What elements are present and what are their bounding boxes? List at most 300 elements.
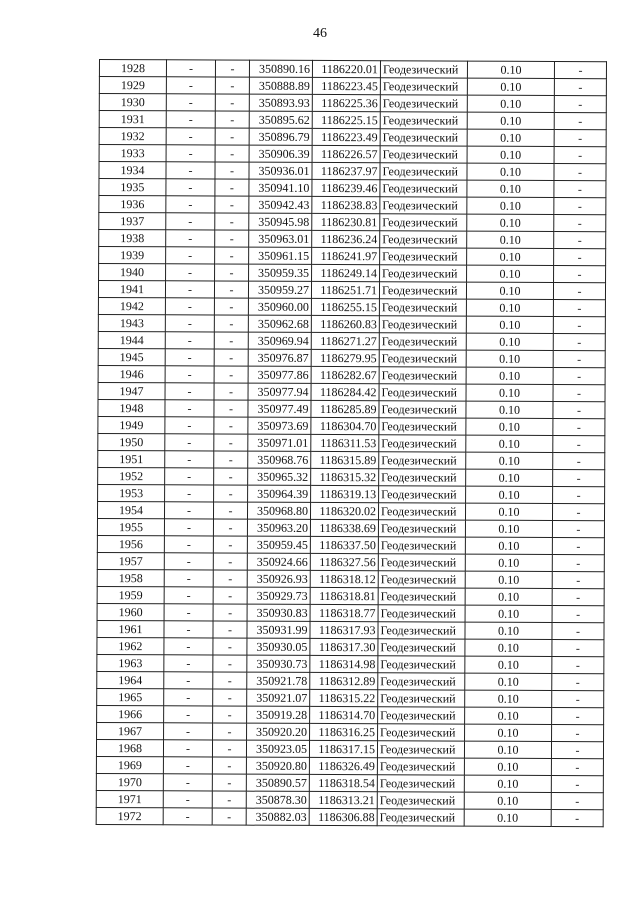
x-coordinate-cell: 350942.43 bbox=[249, 196, 312, 213]
method-cell: Геодезический bbox=[378, 571, 465, 588]
note-cell: - bbox=[551, 775, 603, 792]
y-coordinate-cell: 1186226.57 bbox=[312, 145, 380, 162]
table-row bbox=[99, 77, 606, 96]
empty-y-cell: - bbox=[213, 638, 247, 655]
empty-x-cell: - bbox=[164, 553, 213, 570]
table-row bbox=[99, 128, 606, 147]
accuracy-cell: 0.10 bbox=[466, 282, 553, 299]
point-number-cell: 1953 bbox=[98, 484, 165, 501]
note-cell: - bbox=[552, 520, 604, 537]
empty-y-cell: - bbox=[212, 791, 246, 808]
accuracy-cell: 0.10 bbox=[467, 163, 554, 180]
x-coordinate-cell: 350920.80 bbox=[246, 757, 309, 774]
y-coordinate-cell: 1186314.98 bbox=[310, 655, 378, 672]
point-number-cell: 1971 bbox=[96, 790, 163, 807]
empty-x-cell: - bbox=[164, 689, 213, 706]
point-number-cell: 1936 bbox=[99, 196, 166, 213]
accuracy-cell: 0.10 bbox=[467, 197, 554, 214]
x-coordinate-cell: 350968.76 bbox=[248, 451, 311, 468]
method-cell: Геодезический bbox=[379, 333, 466, 350]
y-coordinate-cell: 1186317.30 bbox=[310, 638, 378, 655]
empty-y-cell: - bbox=[213, 519, 247, 536]
empty-y-cell: - bbox=[214, 451, 248, 468]
y-coordinate-cell: 1186238.83 bbox=[312, 196, 380, 213]
empty-y-cell: - bbox=[215, 213, 249, 230]
table-row bbox=[96, 773, 603, 792]
empty-y-cell: - bbox=[215, 77, 249, 94]
accuracy-cell: 0.10 bbox=[465, 622, 552, 639]
point-number-cell: 1946 bbox=[98, 365, 165, 382]
empty-x-cell: - bbox=[164, 570, 213, 587]
accuracy-cell: 0.10 bbox=[466, 333, 553, 350]
point-number-cell: 1942 bbox=[98, 297, 165, 314]
table-row bbox=[97, 688, 604, 707]
method-cell: Геодезический bbox=[380, 214, 467, 231]
note-cell: - bbox=[554, 78, 606, 95]
empty-x-cell: - bbox=[164, 519, 213, 536]
x-coordinate-cell: 350977.86 bbox=[248, 366, 311, 383]
empty-y-cell: - bbox=[214, 281, 248, 298]
y-coordinate-cell: 1186318.77 bbox=[310, 604, 378, 621]
table-row bbox=[97, 705, 604, 724]
note-cell: - bbox=[551, 809, 603, 826]
x-coordinate-cell: 350961.15 bbox=[249, 247, 312, 264]
empty-x-cell: - bbox=[165, 434, 214, 451]
accuracy-cell: 0.10 bbox=[467, 146, 554, 163]
empty-y-cell: - bbox=[214, 400, 248, 417]
note-cell: - bbox=[553, 469, 605, 486]
y-coordinate-cell: 1186225.36 bbox=[312, 94, 380, 111]
point-number-cell: 1943 bbox=[98, 314, 165, 331]
empty-x-cell: - bbox=[165, 451, 214, 468]
table-row bbox=[97, 535, 604, 554]
empty-y-cell: - bbox=[213, 536, 247, 553]
method-cell: Геодезический bbox=[379, 435, 466, 452]
empty-y-cell: - bbox=[214, 468, 248, 485]
x-coordinate-cell: 350962.68 bbox=[248, 315, 311, 332]
point-number-cell: 1949 bbox=[98, 416, 165, 433]
note-cell: - bbox=[554, 61, 606, 78]
x-coordinate-cell: 350924.66 bbox=[247, 553, 310, 570]
accuracy-cell: 0.10 bbox=[466, 452, 553, 469]
point-number-cell: 1967 bbox=[97, 722, 164, 739]
accuracy-cell: 0.10 bbox=[467, 214, 554, 231]
y-coordinate-cell: 1186313.21 bbox=[309, 791, 377, 808]
note-cell: - bbox=[551, 741, 603, 758]
point-number-cell: 1968 bbox=[96, 739, 163, 756]
x-coordinate-cell: 350893.93 bbox=[249, 94, 312, 111]
method-cell: Геодезический bbox=[380, 231, 467, 248]
point-number-cell: 1931 bbox=[99, 111, 166, 128]
note-cell: - bbox=[552, 537, 604, 554]
note-cell: - bbox=[551, 792, 603, 809]
method-cell: Геодезический bbox=[379, 401, 466, 418]
empty-x-cell: - bbox=[164, 604, 213, 621]
empty-x-cell: - bbox=[164, 638, 213, 655]
y-coordinate-cell: 1186225.15 bbox=[312, 111, 380, 128]
note-cell: - bbox=[552, 656, 604, 673]
table-row bbox=[98, 467, 605, 486]
method-cell: Геодезический bbox=[380, 129, 467, 146]
method-cell: Геодезический bbox=[378, 639, 465, 656]
y-coordinate-cell: 1186318.54 bbox=[309, 774, 377, 791]
empty-y-cell: - bbox=[214, 298, 248, 315]
empty-y-cell: - bbox=[212, 808, 246, 825]
table-row bbox=[99, 162, 606, 181]
empty-x-cell: - bbox=[164, 672, 213, 689]
accuracy-cell: 0.10 bbox=[465, 537, 552, 554]
empty-y-cell: - bbox=[215, 179, 249, 196]
point-number-cell: 1945 bbox=[98, 348, 165, 365]
note-cell: - bbox=[553, 401, 605, 418]
empty-y-cell: - bbox=[213, 706, 247, 723]
empty-x-cell: - bbox=[166, 264, 215, 281]
method-cell: Геодезический bbox=[379, 316, 466, 333]
x-coordinate-cell: 350929.73 bbox=[247, 587, 310, 604]
point-number-cell: 1958 bbox=[97, 569, 164, 586]
method-cell: Геодезический bbox=[378, 520, 465, 537]
method-cell: Геодезический bbox=[380, 163, 467, 180]
empty-x-cell: - bbox=[166, 60, 215, 77]
table-row bbox=[99, 94, 606, 113]
empty-y-cell: - bbox=[212, 740, 246, 757]
empty-y-cell: - bbox=[215, 264, 249, 281]
x-coordinate-cell: 350921.78 bbox=[247, 672, 310, 689]
point-number-cell: 1930 bbox=[99, 94, 166, 111]
empty-x-cell: - bbox=[166, 162, 215, 179]
table-row bbox=[99, 230, 606, 249]
point-number-cell: 1950 bbox=[98, 433, 165, 450]
table-row bbox=[97, 722, 604, 741]
note-cell: - bbox=[553, 435, 605, 452]
accuracy-cell: 0.10 bbox=[467, 112, 554, 129]
x-coordinate-cell: 350906.39 bbox=[249, 145, 312, 162]
note-cell: - bbox=[552, 571, 604, 588]
empty-y-cell: - bbox=[215, 162, 249, 179]
method-cell: Геодезический bbox=[377, 809, 464, 826]
table-row bbox=[98, 281, 605, 300]
note-cell: - bbox=[552, 554, 604, 571]
accuracy-cell: 0.10 bbox=[464, 809, 551, 826]
accuracy-cell: 0.10 bbox=[465, 673, 552, 690]
method-cell: Геодезический bbox=[377, 792, 464, 809]
point-number-cell: 1966 bbox=[97, 705, 164, 722]
y-coordinate-cell: 1186249.14 bbox=[312, 264, 380, 281]
point-number-cell: 1959 bbox=[97, 586, 164, 603]
table-row bbox=[96, 739, 603, 758]
note-cell: - bbox=[553, 350, 605, 367]
empty-x-cell: - bbox=[163, 774, 212, 791]
y-coordinate-cell: 1186284.42 bbox=[311, 383, 379, 400]
y-coordinate-cell: 1186315.32 bbox=[311, 468, 379, 485]
point-number-cell: 1934 bbox=[99, 162, 166, 179]
method-cell: Геодезический bbox=[380, 265, 467, 282]
empty-x-cell: - bbox=[165, 298, 214, 315]
empty-x-cell: - bbox=[165, 400, 214, 417]
point-number-cell: 1928 bbox=[99, 60, 166, 77]
empty-x-cell: - bbox=[165, 366, 214, 383]
y-coordinate-cell: 1186241.97 bbox=[312, 247, 380, 264]
accuracy-cell: 0.10 bbox=[465, 554, 552, 571]
x-coordinate-cell: 350882.03 bbox=[246, 808, 309, 825]
empty-y-cell: - bbox=[213, 723, 247, 740]
x-coordinate-cell: 350931.99 bbox=[247, 621, 310, 638]
x-coordinate-cell: 350878.30 bbox=[246, 791, 309, 808]
accuracy-cell: 0.10 bbox=[465, 605, 552, 622]
x-coordinate-cell: 350976.87 bbox=[248, 349, 311, 366]
table-row bbox=[97, 603, 604, 622]
note-cell: - bbox=[554, 248, 606, 265]
x-coordinate-cell: 350959.27 bbox=[248, 281, 311, 298]
accuracy-cell: 0.10 bbox=[464, 758, 551, 775]
x-coordinate-cell: 350945.98 bbox=[249, 213, 312, 230]
table-row bbox=[98, 399, 605, 418]
x-coordinate-cell: 350960.00 bbox=[248, 298, 311, 315]
method-cell: Геодезический bbox=[378, 588, 465, 605]
note-cell: - bbox=[552, 622, 604, 639]
coordinates-table bbox=[96, 59, 607, 827]
note-cell: - bbox=[554, 95, 606, 112]
empty-x-cell: - bbox=[165, 315, 214, 332]
x-coordinate-cell: 350926.93 bbox=[247, 570, 310, 587]
x-coordinate-cell: 350959.45 bbox=[247, 536, 310, 553]
y-coordinate-cell: 1186223.49 bbox=[312, 128, 380, 145]
x-coordinate-cell: 350923.05 bbox=[246, 740, 309, 757]
point-number-cell: 1963 bbox=[97, 654, 164, 671]
empty-x-cell: - bbox=[164, 655, 213, 672]
x-coordinate-cell: 350973.69 bbox=[248, 417, 311, 434]
empty-x-cell: - bbox=[164, 706, 213, 723]
empty-y-cell: - bbox=[212, 757, 246, 774]
accuracy-cell: 0.10 bbox=[465, 520, 552, 537]
empty-y-cell: - bbox=[214, 366, 248, 383]
y-coordinate-cell: 1186316.25 bbox=[310, 723, 378, 740]
table-row bbox=[99, 196, 606, 215]
accuracy-cell: 0.10 bbox=[465, 690, 552, 707]
note-cell: - bbox=[553, 282, 605, 299]
empty-x-cell: - bbox=[163, 757, 212, 774]
note-cell: - bbox=[553, 367, 605, 384]
empty-x-cell: - bbox=[165, 349, 214, 366]
empty-x-cell: - bbox=[165, 281, 214, 298]
x-coordinate-cell: 350919.28 bbox=[247, 706, 310, 723]
point-number-cell: 1956 bbox=[97, 535, 164, 552]
note-cell: - bbox=[552, 639, 604, 656]
table-row bbox=[99, 179, 606, 198]
empty-y-cell: - bbox=[215, 196, 249, 213]
accuracy-cell: 0.10 bbox=[467, 180, 554, 197]
table-row bbox=[97, 671, 604, 690]
empty-y-cell: - bbox=[214, 434, 248, 451]
y-coordinate-cell: 1186318.12 bbox=[310, 570, 378, 587]
note-cell: - bbox=[554, 265, 606, 282]
accuracy-cell: 0.10 bbox=[465, 588, 552, 605]
point-number-cell: 1948 bbox=[98, 399, 165, 416]
method-cell: Геодезический bbox=[379, 350, 466, 367]
empty-y-cell: - bbox=[215, 247, 249, 264]
x-coordinate-cell: 350963.20 bbox=[247, 519, 310, 536]
table-row bbox=[98, 331, 605, 350]
empty-x-cell: - bbox=[165, 383, 214, 400]
method-cell: Геодезический bbox=[380, 197, 467, 214]
accuracy-cell: 0.10 bbox=[466, 299, 553, 316]
empty-y-cell: - bbox=[215, 111, 249, 128]
note-cell: - bbox=[552, 588, 604, 605]
y-coordinate-cell: 1186255.15 bbox=[311, 298, 379, 315]
table-row bbox=[97, 637, 604, 656]
method-cell: Геодезический bbox=[378, 622, 465, 639]
method-cell: Геодезический bbox=[378, 673, 465, 690]
y-coordinate-cell: 1186220.01 bbox=[312, 60, 380, 77]
accuracy-cell: 0.10 bbox=[465, 571, 552, 588]
method-cell: Геодезический bbox=[380, 61, 467, 78]
method-cell: Геодезический bbox=[378, 656, 465, 673]
method-cell: Геодезический bbox=[378, 554, 465, 571]
accuracy-cell: 0.10 bbox=[465, 656, 552, 673]
method-cell: Геодезический bbox=[378, 537, 465, 554]
x-coordinate-cell: 350895.62 bbox=[249, 111, 312, 128]
empty-y-cell: - bbox=[213, 689, 247, 706]
x-coordinate-cell: 350921.07 bbox=[247, 689, 310, 706]
table-row bbox=[96, 807, 603, 826]
empty-y-cell: - bbox=[215, 145, 249, 162]
empty-x-cell: - bbox=[166, 179, 215, 196]
note-cell: - bbox=[554, 231, 606, 248]
table-row bbox=[97, 501, 604, 520]
point-number-cell: 1929 bbox=[99, 77, 166, 94]
point-number-cell: 1932 bbox=[99, 128, 166, 145]
empty-x-cell: - bbox=[164, 621, 213, 638]
empty-x-cell: - bbox=[163, 740, 212, 757]
table-row bbox=[98, 484, 605, 503]
y-coordinate-cell: 1186282.67 bbox=[311, 366, 379, 383]
table-row bbox=[97, 552, 604, 571]
note-cell: - bbox=[554, 146, 606, 163]
table-row bbox=[97, 654, 604, 673]
point-number-cell: 1969 bbox=[96, 756, 163, 773]
x-coordinate-cell: 350964.39 bbox=[248, 485, 311, 502]
y-coordinate-cell: 1186317.15 bbox=[309, 740, 377, 757]
note-cell: - bbox=[552, 605, 604, 622]
method-cell: Геодезический bbox=[380, 95, 467, 112]
x-coordinate-cell: 350930.73 bbox=[247, 655, 310, 672]
y-coordinate-cell: 1186237.97 bbox=[312, 162, 380, 179]
method-cell: Геодезический bbox=[377, 741, 464, 758]
empty-y-cell: - bbox=[213, 672, 247, 689]
x-coordinate-cell: 350968.80 bbox=[247, 502, 310, 519]
table-row bbox=[97, 586, 604, 605]
table-row bbox=[99, 264, 606, 283]
point-number-cell: 1940 bbox=[99, 264, 166, 281]
accuracy-cell: 0.10 bbox=[464, 741, 551, 758]
note-cell: - bbox=[554, 214, 606, 231]
note-cell: - bbox=[553, 486, 605, 503]
accuracy-cell: 0.10 bbox=[466, 316, 553, 333]
x-coordinate-cell: 350963.01 bbox=[249, 230, 312, 247]
note-cell: - bbox=[553, 299, 605, 316]
accuracy-cell: 0.10 bbox=[467, 265, 554, 282]
method-cell: Геодезический bbox=[379, 469, 466, 486]
empty-y-cell: - bbox=[213, 655, 247, 672]
point-number-cell: 1970 bbox=[96, 773, 163, 790]
accuracy-cell: 0.10 bbox=[467, 78, 554, 95]
empty-x-cell: - bbox=[166, 230, 215, 247]
x-coordinate-cell: 350941.10 bbox=[249, 179, 312, 196]
accuracy-cell: 0.10 bbox=[464, 775, 551, 792]
x-coordinate-cell: 350936.01 bbox=[249, 162, 312, 179]
accuracy-cell: 0.10 bbox=[467, 129, 554, 146]
point-number-cell: 1955 bbox=[97, 518, 164, 535]
method-cell: Геодезический bbox=[377, 775, 464, 792]
accuracy-cell: 0.10 bbox=[466, 401, 553, 418]
x-coordinate-cell: 350959.35 bbox=[249, 264, 312, 281]
table-row bbox=[96, 790, 603, 809]
table-row bbox=[98, 297, 605, 316]
method-cell: Геодезический bbox=[379, 367, 466, 384]
y-coordinate-cell: 1186326.49 bbox=[309, 757, 377, 774]
note-cell: - bbox=[553, 333, 605, 350]
table-row bbox=[97, 620, 604, 639]
accuracy-cell: 0.10 bbox=[465, 707, 552, 724]
empty-x-cell: - bbox=[164, 536, 213, 553]
x-coordinate-cell: 350920.20 bbox=[247, 723, 310, 740]
table-row bbox=[98, 450, 605, 469]
x-coordinate-cell: 350896.79 bbox=[249, 128, 312, 145]
point-number-cell: 1954 bbox=[97, 501, 164, 518]
note-cell: - bbox=[553, 418, 605, 435]
empty-x-cell: - bbox=[164, 587, 213, 604]
empty-x-cell: - bbox=[166, 247, 215, 264]
point-number-cell: 1944 bbox=[98, 331, 165, 348]
method-cell: Геодезический bbox=[378, 690, 465, 707]
point-number-cell: 1939 bbox=[99, 247, 166, 264]
empty-x-cell: - bbox=[165, 485, 214, 502]
page-number: 46 bbox=[313, 26, 327, 41]
empty-x-cell: - bbox=[164, 502, 213, 519]
point-number-cell: 1965 bbox=[97, 688, 164, 705]
point-number-cell: 1961 bbox=[97, 620, 164, 637]
point-number-cell: 1964 bbox=[97, 671, 164, 688]
empty-y-cell: - bbox=[214, 417, 248, 434]
empty-x-cell: - bbox=[165, 332, 214, 349]
y-coordinate-cell: 1186236.24 bbox=[312, 230, 380, 247]
table-row bbox=[97, 518, 604, 537]
empty-x-cell: - bbox=[166, 213, 215, 230]
method-cell: Геодезический bbox=[378, 724, 465, 741]
y-coordinate-cell: 1186251.71 bbox=[311, 281, 379, 298]
accuracy-cell: 0.10 bbox=[466, 435, 553, 452]
point-number-cell: 1952 bbox=[98, 467, 165, 484]
empty-y-cell: - bbox=[213, 604, 247, 621]
method-cell: Геодезический bbox=[379, 418, 466, 435]
empty-y-cell: - bbox=[213, 621, 247, 638]
accuracy-cell: 0.10 bbox=[465, 639, 552, 656]
y-coordinate-cell: 1186314.70 bbox=[310, 706, 378, 723]
empty-y-cell: - bbox=[215, 128, 249, 145]
point-number-cell: 1938 bbox=[99, 230, 166, 247]
method-cell: Геодезический bbox=[378, 707, 465, 724]
note-cell: - bbox=[554, 163, 606, 180]
method-cell: Геодезический bbox=[378, 605, 465, 622]
empty-y-cell: - bbox=[214, 485, 248, 502]
y-coordinate-cell: 1186315.89 bbox=[311, 451, 379, 468]
empty-x-cell: - bbox=[165, 417, 214, 434]
note-cell: - bbox=[554, 129, 606, 146]
x-coordinate-cell: 350930.05 bbox=[247, 638, 310, 655]
method-cell: Геодезический bbox=[380, 180, 467, 197]
accuracy-cell: 0.10 bbox=[466, 469, 553, 486]
point-number-cell: 1933 bbox=[99, 145, 166, 162]
